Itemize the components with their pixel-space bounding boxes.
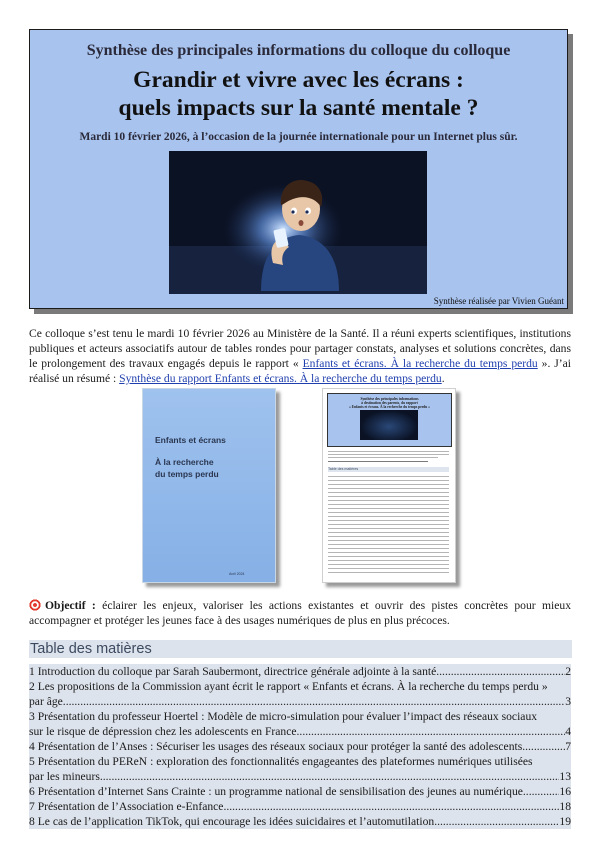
toc-entry-text: 1 Introduction du colloque par Sarah Saubermont, directrice générale adjointe à la santé — [29, 665, 437, 678]
objective-paragraph — [29, 598, 571, 628]
toc-entry-text: 8 Le cas de l’application TikTok, qui encourage les idées suicidaires et l’automutilation — [29, 815, 435, 828]
intro-text-2: ». J’ai réalisé un résumé : — [29, 357, 572, 385]
mini-toc-line — [328, 540, 449, 541]
mini-text-line — [328, 457, 438, 458]
synthesis-link[interactable]: Synthèse du rapport Enfants et écrans. À la recherche du temps perdu — [119, 372, 442, 385]
objective-text: éclairer les enjeux, valoriser les actions existantes et ouvrir des pistes concrètes pour mieux accompagner et protéger les jeunes face à des usages numériques de plus en plus précoces. — [29, 599, 571, 627]
objective-label: Objectif : — [45, 599, 96, 612]
toc-entry-page: 18 — [559, 800, 571, 813]
cover-title — [30, 66, 567, 122]
toc-entry-text: 7 Présentation de l’Association e-Enfance — [29, 800, 224, 813]
mini-toc-line — [328, 512, 449, 513]
toc-entry-page: 13 — [559, 770, 571, 783]
mini-toc-line — [328, 544, 449, 545]
mini-toc-line — [328, 572, 449, 573]
toc-entry-3[interactable] — [29, 709, 571, 739]
mini-text-line — [328, 454, 449, 455]
mini-toc-heading: Table des matières — [328, 467, 449, 472]
toc-entry-text: 4 Présentation de l’Anses : Sécuriser les usages des réseaux sociaux pour protéger la santé des adolescents — [29, 740, 523, 753]
report-cover-date: Avril 2024 — [229, 572, 245, 576]
cover-block — [29, 29, 568, 309]
mini-cover-line1: Synthèse des principales informations — [360, 397, 419, 401]
mini-cover-title — [328, 397, 451, 410]
intro-paragraph — [29, 326, 571, 386]
report-cover-line1: Enfants et écrans — [155, 435, 226, 445]
toc-heading: Table des matières — [29, 640, 572, 658]
mini-toc-line — [328, 568, 449, 569]
report-cover-line3: du temps perdu — [155, 469, 219, 479]
mini-toc-line — [328, 476, 449, 477]
mini-toc-line — [328, 500, 449, 501]
toc-entry-4[interactable] — [29, 739, 571, 754]
mini-toc-line — [328, 516, 449, 517]
toc-entry-page: 7 — [565, 740, 571, 753]
mini-toc-line — [328, 520, 449, 521]
mini-toc-line — [328, 508, 449, 509]
mini-toc-line — [328, 528, 449, 529]
report-link[interactable]: Enfants et écrans. À la recherche du temps perdu — [302, 357, 538, 370]
mini-toc-line — [328, 496, 449, 497]
mini-toc-line — [328, 548, 449, 549]
mini-cover-line3: « Enfants et écrans. À la recherche du temps perdu » — [348, 405, 431, 410]
mini-text-line — [328, 451, 449, 452]
mini-toc-line — [328, 556, 449, 557]
target-icon — [29, 599, 41, 611]
mini-toc-line — [328, 536, 449, 537]
mini-toc-line — [328, 524, 449, 525]
toc-entry-text-cont: par les mineurs — [29, 770, 100, 783]
child-with-phone-illustration — [169, 151, 427, 294]
mini-toc-line — [328, 560, 449, 561]
toc-entry-page: 19 — [559, 815, 571, 828]
mini-toc-line — [328, 552, 449, 553]
mini-toc-line — [328, 480, 449, 481]
toc-entry-page: 3 — [565, 695, 571, 708]
intro-text-3: . — [441, 372, 445, 385]
mini-toc-line — [328, 564, 449, 565]
intro-text-1: Ce colloque s’est tenu le mardi 10 février 2026 au Ministère de la Santé. Il a réuni experts scientifiques, institutions publiques et acteurs associatifs autour de tables rondes pour partager constats, analyses et solutions concrètes, dans le prolongement des travaux engagés depuis le rapport « — [29, 327, 571, 370]
toc-entry-text: 5 Présentation du PEReN : exploration des fonctionnalités engageantes des plateformes numériques utilisées — [29, 755, 533, 768]
toc-entry-8[interactable] — [29, 814, 571, 829]
cover-credit: Synthèse réalisée par Vivien Guéant — [433, 296, 564, 306]
toc-entry-text: 3 Présentation du professeur Hoertel : Modèle de micro-simulation pour évaluer l’impact des réseaux sociaux — [29, 710, 538, 723]
cover-supertitle: Synthèse des principales informations du colloque du colloque — [86, 42, 511, 59]
toc-entry-2[interactable] — [29, 679, 571, 709]
toc-entry-page: 2 — [565, 665, 571, 678]
cover-title-line1: Grandir et vivre avec les écrans : — [133, 67, 464, 93]
mini-cover-line2: à destination des parents, du rapport — [361, 401, 418, 406]
mini-cover-block — [327, 393, 452, 447]
toc-entry-text: 2 Les propositions de la Commission ayant écrit le rapport « Enfants et écrans. À la recherche du temps perdu » — [29, 680, 548, 693]
toc-entry-7[interactable] — [29, 799, 571, 814]
toc-entry-1[interactable] — [29, 664, 571, 679]
toc-entry-text-cont: par âge — [29, 695, 63, 708]
mini-cover-illustration — [360, 410, 418, 440]
mini-toc-line — [328, 492, 449, 493]
cover-date: Mardi 10 février 2026, à l’occasion de la journée internationale pour un Internet plus sûr. — [79, 131, 518, 143]
toc-entry-page: 4 — [565, 725, 571, 738]
report-cover-line2: À la recherche — [155, 457, 214, 467]
cover-title-line2: quels impacts sur la santé mentale ? — [118, 95, 479, 121]
mini-toc-line — [328, 504, 449, 505]
mini-toc-line — [328, 532, 449, 533]
mini-text-line — [328, 461, 428, 462]
toc-entry-6[interactable] — [29, 784, 571, 799]
toc-entry-page: 16 — [559, 785, 571, 798]
cover-illustration — [169, 151, 427, 294]
mini-toc-line — [328, 484, 449, 485]
toc-entry-text: 6 Présentation d’Internet Sans Crainte : un programme national de sensibilisation des jeunes au numérique — [29, 785, 523, 798]
table-of-contents — [29, 664, 571, 829]
toc-entry-5[interactable] — [29, 754, 571, 784]
toc-entry-text-cont: sur le risque de dépression chez les adolescents en France — [29, 725, 297, 738]
mini-toc-line — [328, 488, 449, 489]
synthesis-page-thumbnail[interactable] — [322, 388, 456, 583]
report-cover-thumbnail[interactable] — [142, 388, 276, 583]
